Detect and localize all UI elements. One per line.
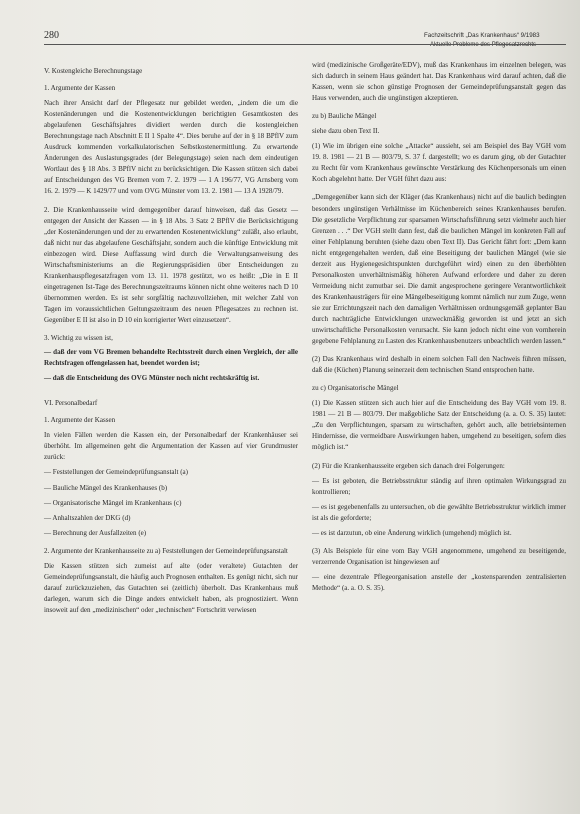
- dash-item: — es ist gegebenenfalls zu untersuchen, ob die gewählte Betriebsstruktur wirklich immer ist als die geforderte;: [312, 502, 566, 522]
- dash-item: — Es ist geboten, die Betriebsstruktur ständig auf ihren optimalen Wirkungsgrad zu kontrollieren;: [312, 476, 566, 496]
- dash-item: — eine dezentrale Pflegeorganisation anstelle der „kostensparenden zentralisierten Methode“ (a. a. O. S. 35).: [312, 572, 566, 592]
- dash-item: — es ist darzutun, ob eine Änderung wirklich (umgehend) möglich ist.: [312, 528, 512, 537]
- section-heading-vi: VI. Personalbedarf: [44, 399, 98, 408]
- bold-point: — daß die Entscheidung des OVG Münster noch nicht rechtskräftig ist.: [44, 374, 260, 383]
- bold-point: — daß der vom VG Bremen behandelte Rechtsstreit durch einen Vergleich, der alle Rechtsfragen offengelassen hat, beendet worden ist;: [44, 348, 298, 368]
- subheading-organisatorische-maengel: zu c) Organisatorische Mängel: [312, 384, 399, 393]
- list-item: — Berechnung der Ausfallzeiten (e): [44, 528, 147, 537]
- subheading-kassen: 1. Argumente der Kassen: [44, 416, 116, 425]
- paragraph: siehe dazu oben Text II.: [312, 127, 380, 136]
- paragraph: In vielen Fällen werden die Kassen ein, der Personalbedarf der Krankenhäuser sei überhöht. Im allgemeinen geht die Argumentation der Kassen auf vier Grundmuster zurück:: [44, 431, 298, 462]
- section-heading-v: V. Kostengleiche Berechnungstage: [44, 67, 143, 75]
- quote-paragraph: „Demgegenüber kann sich der Kläger (das Krankenhaus) nicht auf die baulich bedingten besonders ungünstigen Verhältnisse im Küchenbereich seines Krankenhauses berufen. Die gesetzliche Verpflichtung zur sparsamen Wirtschaftsführung setzt vielmehr auch hier Grenzen . . .“ Der VGH stellt dann fest, daß die baulichen Mängel im konkreten Fall auf einer Fehlplanung beruhten (siehe dazu oben Text II). Das Gericht fährt fort: „Dem kann nicht entgegengehalten werden, daß eine Beseitigung der baulichen Mängel (wie sie derzeit aus Hygienegesichtspunkten durchgeführt wird) einen zu den überhöhten Personalkosten unverhältnismäßig höheren Aufwand erfordere und daher zu deren Vermeidung nicht zumutbar sei. Die damit angesprochene geringere Verantwortlichkeit des Krankenhausträgers für eine Mängelbeseitigung kommt nämlich nur zum Zuge, wenn sie zur Errichtungszeit nach den damaligen Verhältnissen ordnungsgemäß geplanter Bau durch nachträgliche Entwicklungen unzweckmäßig geworden ist und jetzt an sich unwirtschaftliche Personalkosten verursacht. Sie kann jedoch nicht eine von vornherein gegebene Fehlplanung zu Lasten des Krankenhausbenutzers unbeachtlich werden lassen.“: [312, 193, 566, 346]
- subheading-bauliche-maengel: zu b) Bauliche Mängel: [312, 112, 377, 121]
- subheading-krankenhaus: 2. Argumente der Krankenhausseite zu a) Feststellungen der Gemeindeprüfungsanstalt: [44, 546, 288, 555]
- paragraph: (2) Das Krankenhaus wird deshalb in einem solchen Fall den Nachweis führen müssen, daß die (Küchen) Planung seinerzeit dem technischen Stand entsprochen hatte.: [312, 355, 566, 375]
- paragraph: Die Kassen stützen sich zumeist auf alte (oder veraltete) Gutachten der Gemeindeprüfungsanstalt, die häufig auch Prognosen enthalten. Es genügt nicht, sich nur darauf zurückzuziehen, das Gutachten sei (zeitlich) überholt. Das Krankenhaus muß darlegen, warum sich die Dinge anders entwickelt haben, als prognostiziert. Wenn insoweit auf den „medizinischen“ oder „technischen“ Fortschritt verwiesen: [44, 561, 298, 614]
- running-title: Fachzeitschrift „Das Krankenhaus“ 9/1983: [424, 32, 540, 39]
- paragraph: wird (medizinische Großgeräte/EDV), muß das Krankenhaus im einzelnen belegen, was sich dadurch in seinem Haus geändert hat. Das Krankenhaus wird darauf achten, daß die Kassen, wenn sie schon günstige Prognosen der Gemeindeprüfungsanstalt gegen das Haus verwenden, auch die ungünstigen akzeptieren.: [312, 61, 566, 103]
- paragraph: (2) Für die Krankenhausseite ergeben sich danach drei Folgerungen:: [312, 461, 505, 470]
- paragraph: Nach ihrer Ansicht darf der Pflegesatz nur gebildet werden, „indem die um die Kostenänderungen und die Kostenentwicklungen berichtigten Gesamtkosten des abgelaufenen Geschäftsjahres dividiert werden durch die kostengleichen Berechnungstage nach Abschnitt E II 1 Spalte 4“. Dies beruhe auf der in § 18 BPflV zum Ausdruck kommenden vorkalkulatorischen Selbstkostenermittlung. Zu erwartende Änderungen des Auslastungsgrades (der Belegungstage) seien nach dem eindeutigen Wortlaut des § 18 Abs. 3 BPflV nicht zu berücksichtigen. Die Kassen stützen sich dabei auf Entscheidungen des VG Bremen vom 7. 2. 1979 — 1 A 196/77, VG Arnsberg vom 16. 2. 1979 — K 1429/77 und vom OVG Münster vom 13. 2. 1981 — 13 A 1928/79.: [44, 99, 298, 196]
- left-column: [44, 60, 298, 623]
- paragraph: 3. Wichtig zu wissen ist,: [44, 334, 113, 343]
- header-rule: [44, 44, 566, 45]
- list-item: — Bauliche Mängel des Krankenhauses (b): [44, 483, 168, 492]
- paragraph: 2. Die Krankenhausseite wird demgegenüber darauf hinweisen, daß das Gesetz — entgegen der Ansicht der Kassen — in § 18 Abs. 3 Satz 2 BPflV die Berücksichtigung „der Kostenänderungen und der zu erwartenden Kostenentwicklung“ zuläßt, also erlaubt, daß nicht nur das abgelaufene Geschäftsjahr, sondern auch die künftige Entwicklung mit einbezogen wird. Diese Auffassung wird durch die Verwaltungsanweisung des Wirtschaftsministeriums an die Regierungspräsidien über Entscheidungen zu Krankenhauspflegesatzfragen vom 13. 11. 1978 gestützt, wo es heißt: „Die in E II eingetragenen Ist-Tage des Berechnungszeitraums können nicht ohne weiteres nach D 10 übernommen werden. Es ist sehr sorgfältig nachzuvollziehen, mit welcher Zahl von Tagen im voraussichtlichen Geltungszeitraum des neuen Pflegesatzes zu rechnen ist. Gegenüber E II ist also in D 10 ein korrigierter Wert einzusetzen“.: [44, 205, 298, 324]
- subheading-kassen: 1. Argumente der Kassen: [44, 84, 116, 93]
- right-column: [312, 60, 566, 601]
- argument-list: [44, 467, 298, 538]
- list-item: — Anhaltszahlen der DKG (d): [44, 513, 131, 522]
- paragraph: (1) Die Kassen stützen sich auch hier auf die Entscheidung des Bay VGH vom 19. 8. 1981 — 21 B — 803/79. Der maßgebliche Satz der Entscheidung (a. a. O. S. 35) lautet: „Zu den Verpflichtungen, sparsam zu wirtschaften, gehört auch, alle betriebsinternen Hindernisse, die vermeidbare Auswirkungen haben, umgehend zu beseitigen, sofern dies möglich ist.“: [312, 399, 566, 452]
- list-item: — Organisatorische Mängel im Krankenhaus (c): [44, 498, 182, 507]
- list-item: — Feststellungen der Gemeindeprüfungsanstalt (a): [44, 468, 189, 477]
- running-header: [424, 32, 564, 48]
- page-number: 280: [44, 30, 59, 41]
- running-subtitle: Aktuelle Probleme des Pflegesatzrechts: [430, 42, 537, 48]
- paragraph: (3) Als Beispiele für eine vom Bay VGH angenommene, umgehend zu beseitigende, verzerrende Organisation ist hingewiesen auf: [312, 546, 566, 566]
- paragraph: (1) Wie im übrigen eine solche „Attacke“ aussieht, sei am Beispiel des Bay VGH vom 19. 8. 1981 — 21 B — 803/79, S. 37 f. dargestellt; wo es darum ging, ob der Gutachter zu Recht für vom Krankenhaus gewünschte Verstärkung des Küchenpersonals um einen Koch abgelehnt hatte. Der VGH führt dazu aus:: [312, 142, 566, 184]
